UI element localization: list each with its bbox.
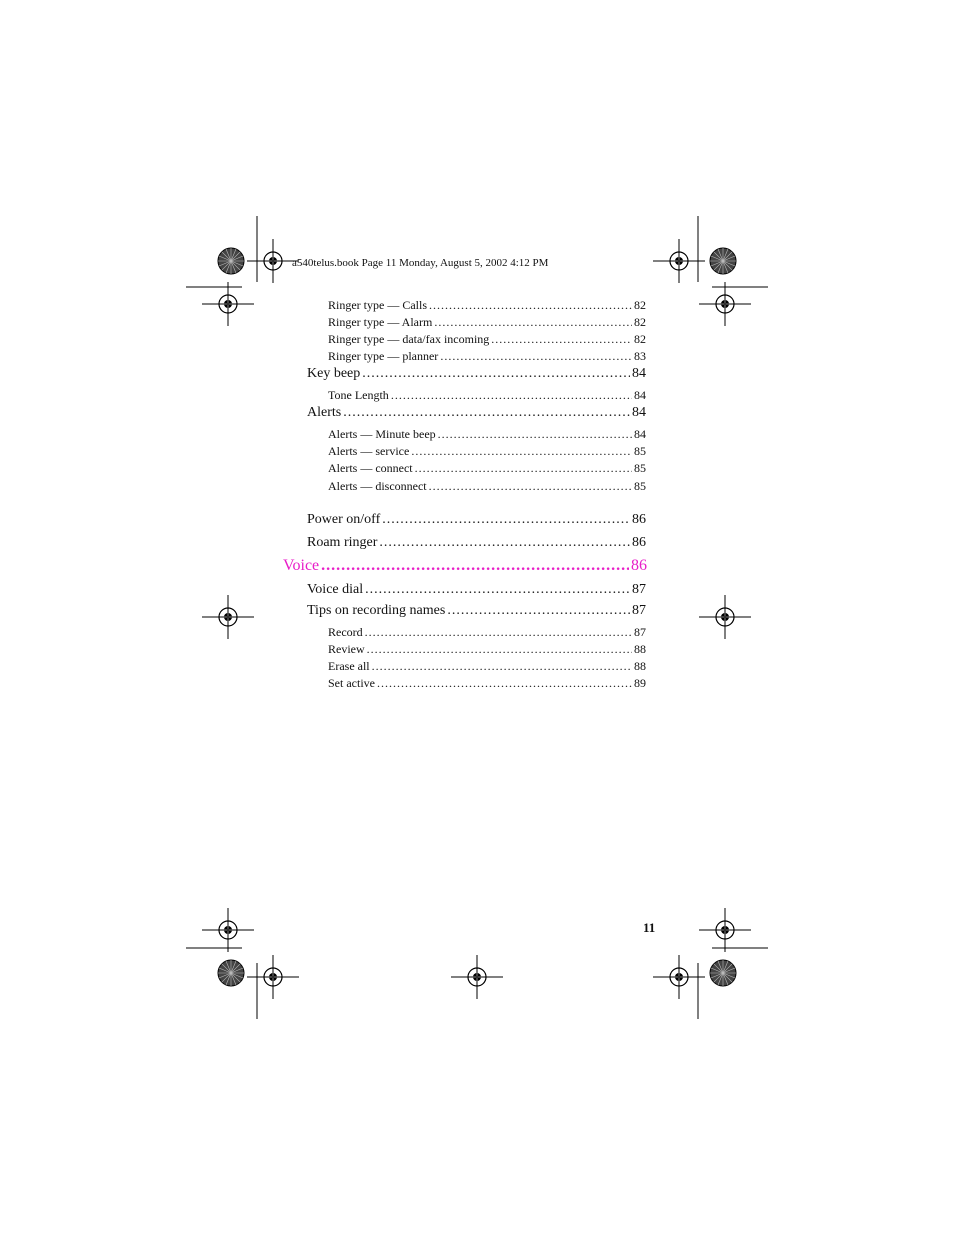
toc-entry-title: Erase all — [328, 659, 370, 673]
toc-entry[interactable] — [328, 625, 646, 640]
toc-entry[interactable] — [307, 366, 646, 382]
toc-entry[interactable] — [328, 479, 646, 494]
toc-entry[interactable] — [307, 603, 646, 619]
toc-entry[interactable] — [307, 582, 646, 598]
dot-leader — [382, 512, 630, 528]
toc-entry-page: 88 — [634, 659, 646, 673]
toc-entry-page: 83 — [634, 349, 646, 363]
toc-entry-page: 84 — [634, 388, 646, 402]
toc-entry-page: 89 — [634, 676, 646, 690]
toc-entry-page: 85 — [634, 444, 646, 458]
toc-entry-page: 88 — [634, 642, 646, 656]
toc-entry-title: Power on/off — [307, 512, 381, 527]
toc-entry-title: Alerts — Minute beep — [328, 427, 436, 441]
toc-entry-title: Ringer type — planner — [328, 349, 439, 363]
dot-leader — [321, 557, 629, 575]
toc-entry[interactable] — [328, 427, 646, 442]
toc-entry-page: 82 — [634, 315, 646, 329]
toc-entry[interactable] — [328, 444, 646, 459]
dot-leader — [379, 535, 630, 551]
toc-entry-page: 87 — [634, 625, 646, 639]
toc-entry-title: Record — [328, 625, 363, 639]
toc-entry-title: Alerts — [307, 405, 342, 420]
toc-entry[interactable] — [328, 349, 646, 364]
dot-leader — [372, 659, 632, 674]
dot-leader — [434, 315, 632, 330]
dot-leader — [447, 603, 630, 619]
toc-entry[interactable] — [328, 461, 646, 476]
toc-entry-title: Ringer type — data/fax incoming — [328, 332, 490, 346]
toc-entry-page: 82 — [634, 298, 646, 312]
toc-entry[interactable] — [307, 535, 646, 551]
dot-leader — [438, 427, 632, 442]
toc-entry-title: Ringer type — Alarm — [328, 315, 433, 329]
toc-entry[interactable] — [307, 512, 646, 528]
toc-entry-title: Ringer type — Calls — [328, 298, 427, 312]
toc-entry-title: Tone Length — [328, 388, 389, 402]
dot-leader — [365, 582, 630, 598]
toc-section-voice[interactable] — [283, 557, 647, 575]
dot-leader — [365, 625, 632, 640]
toc-entry-page: 84 — [632, 366, 646, 381]
dot-leader — [411, 444, 632, 459]
toc-entry[interactable] — [328, 659, 646, 674]
dot-leader — [491, 332, 632, 347]
toc-entry-title: Review — [328, 642, 365, 656]
toc-entry-title: Alerts — service — [328, 444, 410, 458]
toc-entry-page: 85 — [634, 479, 646, 493]
dot-leader — [343, 405, 630, 421]
toc-entry[interactable] — [328, 676, 646, 691]
dot-leader — [440, 349, 632, 364]
toc-entry-title: Voice — [283, 557, 320, 574]
toc-entry-page: 86 — [632, 535, 646, 550]
toc-entry-title: Alerts — disconnect — [328, 479, 427, 493]
dot-leader — [429, 479, 632, 494]
toc-entry-page: 87 — [632, 603, 646, 618]
dot-leader — [367, 642, 632, 657]
toc-entry-title: Roam ringer — [307, 535, 378, 550]
dot-leader — [415, 461, 632, 476]
toc-entry-title: Key beep — [307, 366, 361, 381]
toc-entry[interactable] — [328, 388, 646, 403]
toc-entry-page: 84 — [634, 427, 646, 441]
toc-entry-title: Set active — [328, 676, 375, 690]
page-number: 11 — [643, 920, 656, 935]
toc-entry-page: 82 — [634, 332, 646, 346]
toc-entry-page: 87 — [632, 582, 646, 597]
toc-entry[interactable] — [328, 298, 646, 313]
toc-entry-page: 86 — [632, 512, 646, 527]
dot-leader — [377, 676, 632, 691]
dot-leader — [362, 366, 630, 382]
toc-entry[interactable] — [328, 315, 646, 330]
toc-entry-page: 86 — [631, 557, 647, 574]
toc-entry-page: 84 — [632, 405, 646, 420]
toc-entry-title: Voice dial — [307, 582, 364, 597]
toc-entry-page: 85 — [634, 461, 646, 475]
toc-entry-title: Alerts — connect — [328, 461, 413, 475]
print-slug: a540telus.book Page 11 Monday, August 5, 2002 4:12 PM — [292, 257, 549, 269]
toc-entry[interactable] — [328, 642, 646, 657]
dot-leader — [429, 298, 632, 313]
toc-entry-title: Tips on recording names — [307, 603, 446, 618]
toc-entry[interactable] — [328, 332, 646, 347]
dot-leader — [391, 388, 632, 403]
toc-entry[interactable] — [307, 405, 646, 421]
